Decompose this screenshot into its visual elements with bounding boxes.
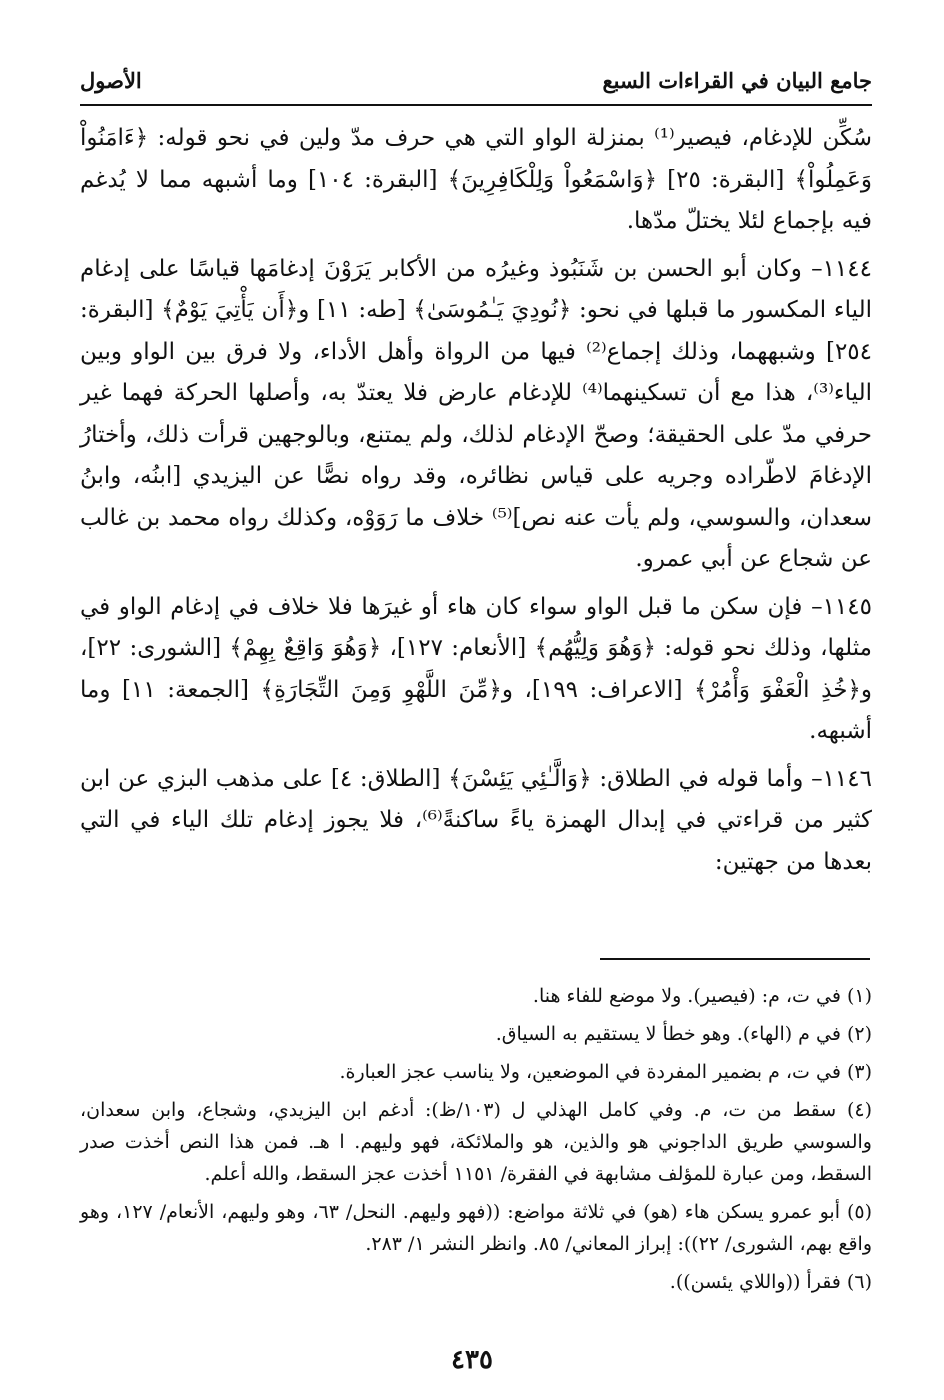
- footnote-4: (٤) سقط من ت، م. وفي كامل الهذلي ل (١٠٣/ظ): أدغم ابن اليزيدي، وشجاع، وابن سعدان، والسوسي طريق الداجوني هو والذين، هو والملائكة، فهو وليهم. ا هـ. فمن هذا النص أخذت صدر السقط، ومن عبارة للمؤلف مشابهة في الفقرة/ ١١٥١ أخذت عجز السقط، والله أعلم.: [80, 1099, 873, 1185]
- header-divider: [80, 104, 872, 106]
- footnote-3: (٣) في ت، م بضمير المفردة في الموضعين، ولا يناسب عجز العبارة.: [339, 1061, 872, 1083]
- paragraph-1145: ١١٤٥– فإن سكن ما قبل الواو سواء كان هاء أو غيرَها فلا خلاف في إدغام الواو في مثلها، وذلك نحو قوله: ﴿وَهُوَ وَلِيُّهُم﴾ [الأنعام: ١٢٧]، ﴿وَهُوَ وَاقِعٌ بِهِمْ﴾ [الشورى: ٢٢]، و﴿خُذِ الْعَفْوَ وَأْمُرْ﴾ [الاعراف: ١٩٩]، و﴿مِّنَ اللَّهْوِ وَمِنَ التِّجَارَةِ﴾ [الجمعة: ١١] وما أشبهه.: [80, 593, 873, 744]
- page-number: ٤٣٥: [451, 1345, 493, 1375]
- footnote-divider: [600, 958, 870, 960]
- footnote-6: (٦) فقرأ ((واللاي يئسن)).: [669, 1271, 872, 1293]
- paragraph: سُكِّن للإدغام، فيصير⁽¹⁾ بمنزلة الواو التي هي حرف مدّ ولين في نحو قوله: ﴿ءَامَنُواْ وَعَمِلُواْ﴾ [البقرة: ٢٥] ﴿وَاسْمَعُواْ وَلِلْكَافِرِينَ﴾ [البقرة: ١٠٤] وما أشبهه مما لا يُدغم فيه بإجماع لئلا يختلّ مدّها.: [80, 125, 873, 234]
- main-text: [80, 118, 872, 889]
- section-title: الأصول: [80, 67, 142, 93]
- paragraph-1146: ١١٤٦– وأما قوله في الطلاق: ﴿وَالَّـٰئِي يَئِسْنَ﴾ [الطلاق: ٤] على مذهب البزي عن ابن كثير من قراءتي في إبدال الهمزة ياءً ساكنةً⁽⁶⁾، فلا يجوز إدغام تلك الياء في التي بعدها من جهتين:: [80, 765, 872, 875]
- footnote-1: (١) في ت، م: (فيصير). ولا موضع للفاء هنا.: [532, 985, 872, 1007]
- paragraph-1144: ١١٤٤– وكان أبو الحسن بن شَنَبُوذ وغيرُه من الأكابر يَرَوْنَ إدغامَها قياسًا على إدغام الياء المكسور ما قبلها في نحو: ﴿نُودِيَ يَـٰمُوسَىٰ﴾ [طه: ١١] و﴿أَن يَأْتِيَ يَوْمٌ﴾ [البقرة: ٢٥٤] وشبههما، وذلك إجماع⁽²⁾ فيها من الرواة وأهل الأداء، ولا فرق بين الواو وبين الياء⁽³⁾، هذا مع أن تسكينهما⁽⁴⁾ للإدغام عارض فلا يعتدّ به، وأصلها الحركة فهما غير حرفي مدّ على الحقيقة؛ وصحّ الإدغام لذلك، ولم يمتنع، وبالوجهين قرأت ذلك، وأختارُ الإدغامَ لاطّراده وجريه على قياس نظائره، وقد رواه نصًّا عن اليزيدي [ابنُه، وابنُ سعدان، والسوسي، ولم يأت عنه نص]⁽⁵⁾ خلاف ما رَوَوْه، وكذلك رواه محمد بن غالب عن شجاع عن أبي عمرو.: [80, 255, 873, 572]
- footnote-5: (٥) أبو عمرو يسكن هاء (هو) في ثلاثة مواضع: ((فهو وليهم. النحل/ ٦٣، وهو وليهم، الأنعام/ ١٢٧، وهو واقع بهم، الشورى/ ٢٢)): إبراز المعاني/ ٨٥. وانظر النشر ١/ ٢٨٣.: [80, 1201, 873, 1255]
- footnote-2: (٢) في م (الهاء). وهو خطأ لا يستقيم به السياق.: [495, 1023, 872, 1045]
- page-header: [80, 60, 872, 100]
- footnotes: [80, 980, 872, 1304]
- book-title: جامع البيان في القراءات السبع: [602, 67, 872, 93]
